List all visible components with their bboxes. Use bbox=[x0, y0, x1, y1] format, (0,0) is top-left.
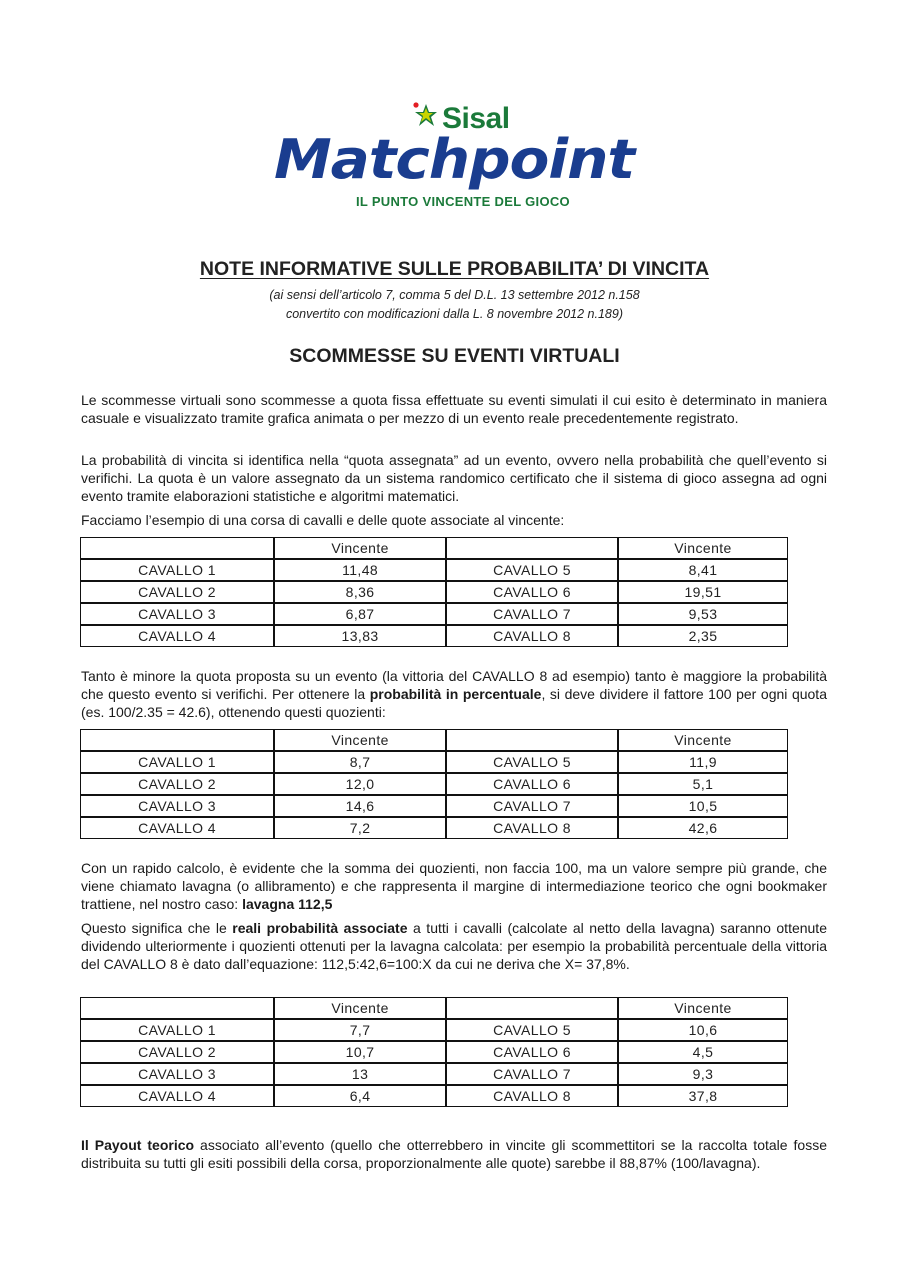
horse-name-cell: CAVALLO 5 bbox=[446, 1019, 618, 1041]
table-row bbox=[80, 751, 788, 773]
horse-name-cell: CAVALLO 8 bbox=[446, 1085, 618, 1107]
horse-name-cell: CAVALLO 4 bbox=[80, 625, 274, 647]
horse-name-cell: CAVALLO 7 bbox=[446, 603, 618, 625]
table-row bbox=[80, 1019, 788, 1041]
table-row bbox=[80, 603, 788, 625]
value-cell: 13,83 bbox=[274, 625, 446, 647]
quotients-table bbox=[80, 729, 788, 839]
table-row bbox=[80, 817, 788, 839]
brand-name: Sisal bbox=[442, 102, 510, 135]
page-title: NOTE INFORMATIVE SULLE PROBABILITA’ DI VINCITA bbox=[199, 258, 710, 280]
value-cell: 6,4 bbox=[274, 1085, 446, 1107]
header-cell bbox=[446, 729, 618, 751]
paragraph-example: Facciamo l’esempio di una corsa di cavalli e delle quote associate al vincente: bbox=[81, 512, 565, 528]
header-cell bbox=[446, 997, 618, 1019]
value-cell: 2,35 bbox=[618, 625, 788, 647]
horse-name-cell: CAVALLO 2 bbox=[80, 1041, 274, 1063]
value-cell: 10,6 bbox=[618, 1019, 788, 1041]
product-name: Matchpoint bbox=[274, 128, 638, 191]
table-row bbox=[80, 1085, 788, 1107]
header-cell bbox=[446, 537, 618, 559]
logo-tagline: IL PUNTO VINCENTE DEL GIOCO bbox=[356, 194, 570, 209]
horse-name-cell: CAVALLO 3 bbox=[80, 1063, 274, 1085]
value-cell: 9,3 bbox=[618, 1063, 788, 1085]
horse-name-cell: CAVALLO 7 bbox=[446, 795, 618, 817]
horse-name-cell: CAVALLO 1 bbox=[80, 1019, 274, 1041]
horse-name-cell: CAVALLO 3 bbox=[80, 603, 274, 625]
value-cell: 4,5 bbox=[618, 1041, 788, 1063]
paragraph-payout: Il Payout teorico associato all’evento (quello che otterrebbero in vincite gli scommettitori se la raccolta totale fosse distribuita su tutti gli esiti possibili della corsa, proporzionalmente alle quote) sarebbe il 88,87% (100/lavagna). bbox=[81, 1137, 827, 1171]
horse-name-cell: CAVALLO 6 bbox=[446, 773, 618, 795]
paragraph-probability: La probabilità di vincita si identifica nella “quota assegnata” ad un evento, ovvero nella probabilità che quell’evento si verifichi. La quota è un valore assegnato da un sistema randomico certificato che il sistema di gioco assegna ad ogni evento tramite elaborazioni statistiche e algoritmi matematici. bbox=[81, 452, 827, 504]
value-cell: 10,5 bbox=[618, 795, 788, 817]
value-cell: 5,1 bbox=[618, 773, 788, 795]
value-cell: 12,0 bbox=[274, 773, 446, 795]
header-cell: Vincente bbox=[618, 729, 788, 751]
horse-name-cell: CAVALLO 5 bbox=[446, 559, 618, 581]
value-cell: 8,7 bbox=[274, 751, 446, 773]
value-cell: 14,6 bbox=[274, 795, 446, 817]
horse-name-cell: CAVALLO 6 bbox=[446, 581, 618, 603]
horse-name-cell: CAVALLO 4 bbox=[80, 1085, 274, 1107]
header-cell: Vincente bbox=[618, 537, 788, 559]
header-cell: Vincente bbox=[274, 729, 446, 751]
horse-name-cell: CAVALLO 3 bbox=[80, 795, 274, 817]
value-cell: 8,36 bbox=[274, 581, 446, 603]
value-cell: 8,41 bbox=[618, 559, 788, 581]
odds-table bbox=[80, 537, 788, 647]
horse-name-cell: CAVALLO 7 bbox=[446, 1063, 618, 1085]
legal-reference-line-2: convertito con modificazioni dalla L. 8 novembre 2012 n.189) bbox=[285, 307, 623, 321]
paragraph-lavagna: Con un rapido calcolo, è evidente che la somma dei quozienti, non faccia 100, ma un valore sempre più grande, che viene chiamato lavagna (o allibramento) e che rappresenta il margine di intermediazione teorico che ogni bookmaker trattiene, nel nostro caso: lavagna 112,5 bbox=[81, 860, 827, 912]
table-row bbox=[80, 795, 788, 817]
horse-name-cell: CAVALLO 5 bbox=[446, 751, 618, 773]
value-cell: 7,7 bbox=[274, 1019, 446, 1041]
header-cell bbox=[80, 729, 274, 751]
value-cell: 42,6 bbox=[618, 817, 788, 839]
sisal-matchpoint-logo bbox=[272, 96, 638, 216]
horse-name-cell: CAVALLO 1 bbox=[80, 751, 274, 773]
horse-name-cell: CAVALLO 1 bbox=[80, 559, 274, 581]
table-row bbox=[80, 1063, 788, 1085]
table-row bbox=[80, 1041, 788, 1063]
horse-name-cell: CAVALLO 4 bbox=[80, 817, 274, 839]
header-cell bbox=[80, 997, 274, 1019]
table-row bbox=[80, 581, 788, 603]
horse-name-cell: CAVALLO 6 bbox=[446, 1041, 618, 1063]
paragraph-intro: Le scommesse virtuali sono scommesse a quota fissa effettuate su eventi simulati il cui esito è determinato in maniera casuale e visualizzato tramite grafica animata o per mezzo di un evento reale precedentemente registrato. bbox=[81, 392, 827, 426]
value-cell: 11,48 bbox=[274, 559, 446, 581]
table-header-row bbox=[80, 997, 788, 1019]
horse-name-cell: CAVALLO 2 bbox=[80, 581, 274, 603]
section-title: SCOMMESSE SU EVENTI VIRTUALI bbox=[289, 345, 620, 367]
value-cell: 6,87 bbox=[274, 603, 446, 625]
header-cell: Vincente bbox=[618, 997, 788, 1019]
header-cell bbox=[80, 537, 274, 559]
header-cell: Vincente bbox=[274, 537, 446, 559]
value-cell: 19,51 bbox=[618, 581, 788, 603]
matchpoint-wordmark bbox=[272, 126, 638, 192]
horse-name-cell: CAVALLO 8 bbox=[446, 625, 618, 647]
table-row bbox=[80, 625, 788, 647]
value-cell: 37,8 bbox=[618, 1085, 788, 1107]
value-cell: 7,2 bbox=[274, 817, 446, 839]
legal-reference-line-1: (ai sensi dell’articolo 7, comma 5 del D.L. 13 settembre 2012 n.158 bbox=[269, 288, 640, 302]
value-cell: 9,53 bbox=[618, 603, 788, 625]
table-row bbox=[80, 773, 788, 795]
value-cell: 11,9 bbox=[618, 751, 788, 773]
table-row bbox=[80, 559, 788, 581]
value-cell: 10,7 bbox=[274, 1041, 446, 1063]
table-header-row bbox=[80, 537, 788, 559]
horse-name-cell: CAVALLO 8 bbox=[446, 817, 618, 839]
paragraph-quotients: Tanto è minore la quota proposta su un evento (la vittoria del CAVALLO 8 ad esempio) tanto è maggiore la probabilità che questo evento si verifichi. Per ottenere la probabilità in percentuale, si deve dividere il fattore 100 per ogni quota (es. 100/2.35 = 42.6), ottenendo questi quozienti: bbox=[81, 668, 827, 720]
value-cell: 13 bbox=[274, 1063, 446, 1085]
horse-name-cell: CAVALLO 2 bbox=[80, 773, 274, 795]
real-probability-table bbox=[80, 997, 788, 1107]
table-header-row bbox=[80, 729, 788, 751]
paragraph-real-probability: Questo significa che le reali probabilità associate a tutti i cavalli (calcolate al netto della lavagna) saranno ottenute dividendo ulteriormente i quozienti ottenuti per la lavagna calcolata: per esempio la probabilità percentuale della vittoria del CAVALLO 8 è dato dall’equazione: 112,5:42,6=100:X da cui ne deriva che X= 37,8%. bbox=[81, 920, 827, 972]
header-cell: Vincente bbox=[274, 997, 446, 1019]
